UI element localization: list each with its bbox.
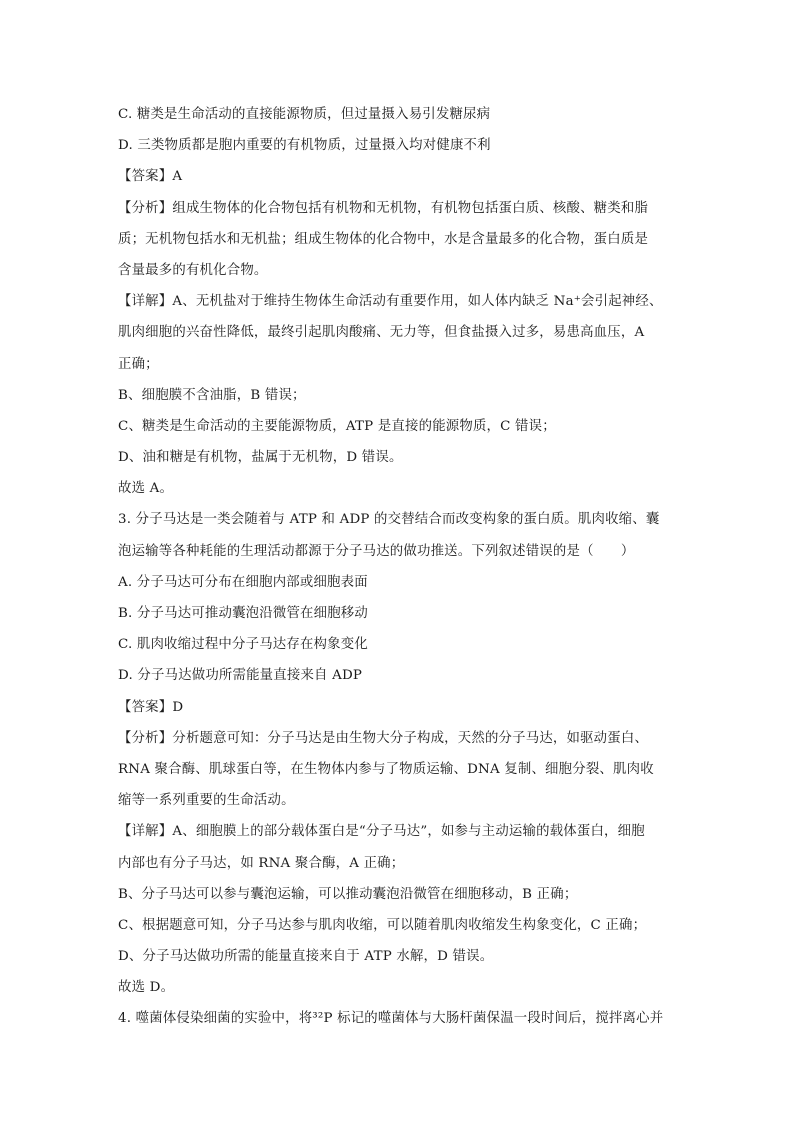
detail-label: 【详解】 bbox=[118, 824, 173, 840]
answer-value: A bbox=[172, 169, 183, 185]
q3-detail-line-5: D、分子马达做功所需的能量直接来自于 ATP 水解，D 错误。 bbox=[118, 949, 494, 965]
q2-detail-line-5: C、糖类是生命活动的主要能源物质，ATP 是直接的能源物质，C 错误； bbox=[118, 418, 556, 434]
q2-detail-line-3: 正确； bbox=[118, 356, 159, 372]
q2-detail-line-1 bbox=[118, 286, 678, 317]
q3-option-b: B. 分子马达可推动囊泡沿微管在细胞移动 bbox=[118, 606, 368, 621]
q3-detail-line-1 bbox=[118, 816, 678, 847]
q3-detail-line-4: C、根据题意可知，分子马达参与肌肉收缩，可以随着肌肉收缩发生构象变化，C 正确； bbox=[118, 917, 647, 933]
q3-detail-line-2: 内部也有分子马达，如 RNA 聚合酶，A 正确； bbox=[118, 855, 405, 871]
q2-detail-line-4: B、细胞膜不含油脂，B 错误； bbox=[118, 387, 306, 403]
q3-stem-line-2: 泡运输等各种耗能的生理活动都源于分子马达的做功推送。下列叙述错误的是（ ） bbox=[118, 543, 635, 559]
analysis-text: 组成生物体的化合物包括有机物和无机物，有机物包括蛋白质、核酸、糖类和脂 bbox=[172, 200, 649, 216]
q2-option-c: C. 糖类是生命活动的直接能源物质，但过量摄入易引发糖尿病 bbox=[118, 107, 491, 122]
q2-detail-line-6: D、油和糖是有机物，盐属于无机物，D 错误。 bbox=[118, 450, 403, 466]
q2-option-d: D. 三类物质都是胞内重要的有机物质，过量摄入均对健康不利 bbox=[118, 138, 491, 154]
q3-stem-line-1: 3. 分子马达是一类会随着与 ATP 和 ADP 的交替结合而改变构象的蛋白质。肌肉收缩、囊 bbox=[118, 512, 660, 528]
q3-option-c: C. 肌肉收缩过程中分子马达存在构象变化 bbox=[118, 637, 368, 653]
q3-analysis-line-1 bbox=[118, 723, 678, 754]
q2-answer bbox=[118, 161, 678, 192]
detail-text: A、无机盐对于维持生物体生命活动有重要作用，如人体内缺乏 Na⁺会引起神经、 bbox=[172, 294, 663, 310]
q3-analysis-line-2: RNA 聚合酶、肌球蛋白等，在生物体内参与了物质运输、DNA 复制、细胞分裂、肌肉收 bbox=[118, 761, 654, 777]
analysis-text: 分析题意可知：分子马达是由生物大分子构成，天然的分子马达，如驱动蛋白、 bbox=[172, 730, 649, 746]
analysis-label: 【分析】 bbox=[118, 200, 173, 216]
q4-stem-line-1: 4. 噬菌体侵染细菌的实验中，将³²P 标记的噬菌体与大肠杆菌保温一段时间后，搅拌离心并 bbox=[118, 1011, 664, 1027]
document-page bbox=[118, 99, 678, 1035]
q2-analysis-line-2: 质；无机物包括水和无机盐；组成生物体的化合物中，水是含量最多的化合物，蛋白质是 bbox=[118, 231, 649, 247]
q3-analysis-line-3: 缩等一系列重要的生命活动。 bbox=[118, 793, 295, 809]
q3-option-a: A. 分子马达可分布在细胞内部或细胞表面 bbox=[118, 574, 368, 590]
detail-label: 【详解】 bbox=[118, 294, 173, 310]
answer-label: 【答案】 bbox=[118, 169, 173, 185]
q3-option-d: D. 分子马达做功所需能量直接来自 ADP bbox=[118, 668, 363, 684]
analysis-label: 【分析】 bbox=[118, 730, 173, 746]
q2-detail-line-2: 肌肉细胞的兴奋性降低，最终引起肌肉酸痛、无力等，但食盐摄入过多，易患高血压，A bbox=[118, 325, 645, 341]
q3-answer bbox=[118, 692, 678, 723]
answer-value: D bbox=[172, 699, 184, 715]
answer-label: 【答案】 bbox=[118, 699, 173, 715]
q2-analysis-line-3: 含量最多的有机化合物。 bbox=[118, 262, 268, 278]
q2-conclusion: 故选 A。 bbox=[118, 481, 174, 497]
q3-conclusion: 故选 D。 bbox=[118, 980, 175, 996]
q2-analysis-line-1 bbox=[118, 193, 678, 224]
q3-detail-line-3: B、分子马达可以参与囊泡运输，可以推动囊泡沿微管在细胞移动，B 正确； bbox=[118, 886, 578, 902]
detail-text: A、细胞膜上的部分载体蛋白是“分子马达”，如参与主动运输的载体蛋白，细胞 bbox=[172, 824, 645, 840]
